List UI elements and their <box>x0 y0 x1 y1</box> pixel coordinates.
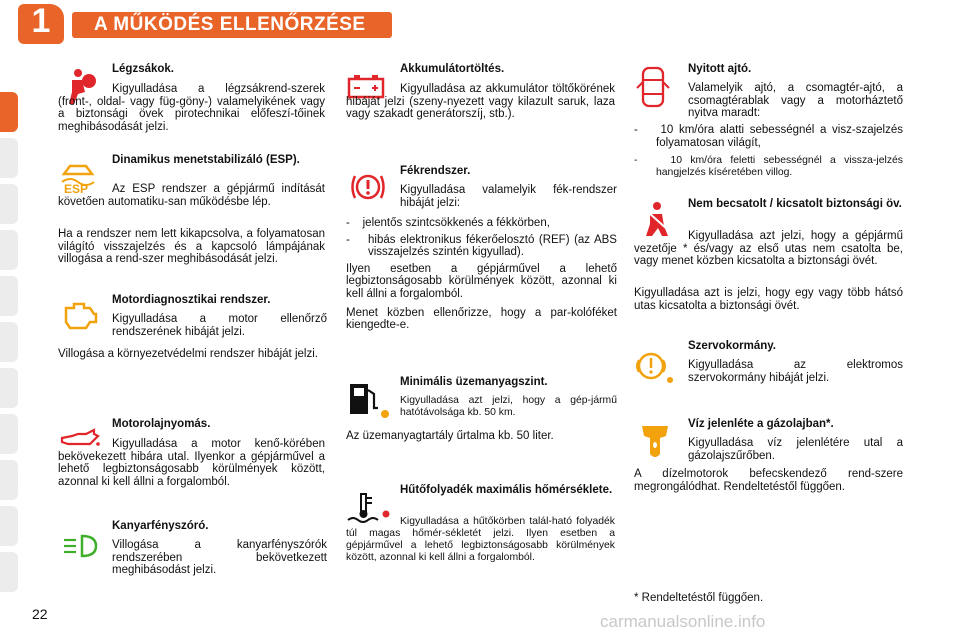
bullet-dash: - <box>346 233 368 246</box>
door-bullet-1: 10 km/óra alatti sebességnél a visz-szajelzés folyamatosan világít, <box>656 124 903 149</box>
cornering-text: Villogása a kanyarfényszórók rendszerében bekövetkezett meghibásodást jelzi. <box>112 539 327 577</box>
side-tab[interactable] <box>0 414 18 454</box>
door-title: Nyitott ajtó. <box>688 63 752 75</box>
list-item <box>346 234 617 259</box>
bullet-dash: - <box>634 124 661 136</box>
water-text-2: A dízelmotorok befecskendező rend-szere megrongálódhat. Rendeltetéstől függően. <box>634 468 903 493</box>
brake-bullets <box>346 217 617 332</box>
fuel-text: Kigyulladása azt jelzi, hogy a gép-jármű hatótávolsága kb. 50 km. <box>400 395 617 418</box>
brake-text-3: Menet közben ellenőrizze, hogy a par-kolóféket kiengedte-e. <box>346 306 617 332</box>
seatbelt-section <box>688 198 903 211</box>
power-steering-icon <box>634 346 674 386</box>
side-tab[interactable] <box>0 506 18 546</box>
side-tab[interactable] <box>0 368 18 408</box>
cornering-section <box>112 520 327 577</box>
coolant-title: Hűtőfolyadék maximális hőmérséklete. <box>400 484 613 496</box>
esp-text-1: Az ESP rendszer a gépjármű indítását követően automatiku-san működésbe lép. <box>58 183 325 208</box>
bullet-dash: - <box>346 217 363 229</box>
brake-bullet-1: jelentős szintcsökkenés a fékkörben, <box>362 217 550 229</box>
battery-section <box>400 63 615 76</box>
open-door-icon <box>636 66 670 108</box>
battery-title: Akkumulátortöltés. <box>400 63 505 75</box>
side-tab[interactable] <box>0 138 18 178</box>
chapter-number: 1 <box>31 2 51 40</box>
water-text: Kigyulladása víz jelenlétére utal a gázolajszűrőben. <box>688 437 903 462</box>
brake-text: Kigyulladása valamelyik fék-rendszer hibáját jelzi: <box>400 184 617 209</box>
page-header <box>0 0 960 50</box>
fuel-pump-icon <box>346 380 392 420</box>
fuel-section <box>400 376 617 419</box>
engine-text-1: Kigyulladása a motor ellenőrző rendszerének hibáját jelzi. <box>112 313 327 338</box>
side-tab[interactable] <box>0 184 18 224</box>
list-item <box>634 155 903 179</box>
cornering-light-icon <box>60 532 100 560</box>
coolant-text: Kigyulladása a hűtőkörben talál-ható folyadék túl magas hőmér-sékletét jelzi. Ilyen esetben a gépjárművel a lehető legbiztonságosabb körülmények között, azonnal ki kell állni a forgalomból. <box>346 516 615 563</box>
watermark: carmanualsonline.info <box>600 612 766 631</box>
side-tabs <box>0 92 18 598</box>
engine-title: Motordiagnosztikai rendszer. <box>112 294 271 306</box>
water-title: Víz jelenléte a gázolajban*. <box>688 418 834 430</box>
airbag-title: Légzsákok. <box>112 63 174 75</box>
brake-title: Fékrendszer. <box>400 165 471 177</box>
water-section <box>688 418 903 462</box>
seatbelt-title: Nem becsatolt / kicsatolt biztonsági öv. <box>688 198 902 210</box>
brake-section <box>400 165 617 209</box>
list-item <box>346 217 617 230</box>
door-bullets <box>634 124 903 179</box>
list-item <box>634 124 903 149</box>
esp-title: Dinamikus menetstabilizáló (ESP). <box>112 154 300 166</box>
brake-text-2: Ilyen esetben a gépjárművel a lehető legbiztonságosabb körülmények között, azonnal ki kell állni a forgalomból. <box>346 262 617 300</box>
steering-title: Szervokormány. <box>688 340 776 352</box>
engine-check-icon <box>60 300 100 332</box>
fuel-text-2: Az üzemanyagtartály űrtalma kb. 50 liter. <box>346 430 554 442</box>
esp-icon-label: ESP <box>64 182 89 196</box>
side-tab-active[interactable] <box>0 92 18 132</box>
oil-title: Motorolajnyomás. <box>112 418 211 430</box>
steering-section <box>688 340 903 384</box>
airbag-text: Kigyulladása a légzsákrend-szerek (front-, oldal- vagy füg-göny-) valamelyikének vagy a biztonsági övek pirotechnikai előfeszí-tőinek meghibásodását jelzi. <box>58 83 325 133</box>
side-tab[interactable] <box>0 552 18 592</box>
door-text: Valamelyik ajtó, a csomagtér-ajtó, a csomagtérablak vagy a motorháztető nyitva maradt: <box>688 82 903 120</box>
side-tab[interactable] <box>0 322 18 362</box>
page-number: 22 <box>32 606 48 622</box>
seatbelt-text: Kigyulladása azt jelzi, hogy a gépjármű vezetője * és/vagy az első utas nem csatolta be, vagy menet közben kicsatolta a biztonsági övét. <box>634 230 903 268</box>
fuel-title: Minimális üzemanyagszint. <box>400 376 548 388</box>
steering-text: Kigyulladása az elektromos szervokormány hibáját jelzi. <box>688 359 903 384</box>
oil-section <box>112 418 325 431</box>
cornering-title: Kanyarfényszóró. <box>112 520 209 532</box>
side-tab[interactable] <box>0 230 18 270</box>
water-in-diesel-icon <box>638 424 672 462</box>
brake-bullet-2: hibás elektronikus fékerőelosztó (REF) (az ABS visszajelzés szintén kigyullad). <box>368 233 617 259</box>
oil-text: Kigyulladása a motor kenő-körében bekövekezett hibára utal. Ilyenkor a gépjárművel a lehető legbiztonságosabb körülmények között, azonnal ki kell állni a forgalomból. <box>58 438 325 488</box>
footnote: * Rendeltetéstől függően. <box>634 592 764 604</box>
door-section <box>688 63 903 120</box>
engine-text-2: Villogása a környezetvédelmi rendszer hibáját jelzi. <box>58 348 318 360</box>
esp-section <box>112 154 325 167</box>
seatbelt-text-2: Kigyulladása azt is jelzi, hogy egy vagy több hátsó utas kicsatolta a biztonsági övét. <box>634 287 903 312</box>
esp-text-2: Ha a rendszer nem lett kikapcsolva, a folyamatosan világító visszajelzés és a kapcsoló lámpájának villogása a rend-szer meghibásodását jelzi. <box>58 228 325 266</box>
coolant-section <box>400 484 615 497</box>
page-title: A MŰKÖDÉS ELLENŐRZÉSE <box>94 14 366 35</box>
brake-warning-icon <box>348 170 388 204</box>
bullet-dash: - <box>634 155 671 167</box>
door-bullet-2: 10 km/óra feletti sebességnél a vissza-jelzés hangjelzés kíséretében villog. <box>656 155 903 179</box>
engine-section <box>112 294 327 338</box>
side-tab[interactable] <box>0 460 18 500</box>
side-tab[interactable] <box>0 276 18 316</box>
airbag-section <box>112 63 325 76</box>
battery-text: Kigyulladása az akkumulátor töltőkörének hibáját jelzi (szeny-nyezett vagy kilazult saruk, laza vagy szakadt generátorszíj, stb.). <box>346 83 615 121</box>
